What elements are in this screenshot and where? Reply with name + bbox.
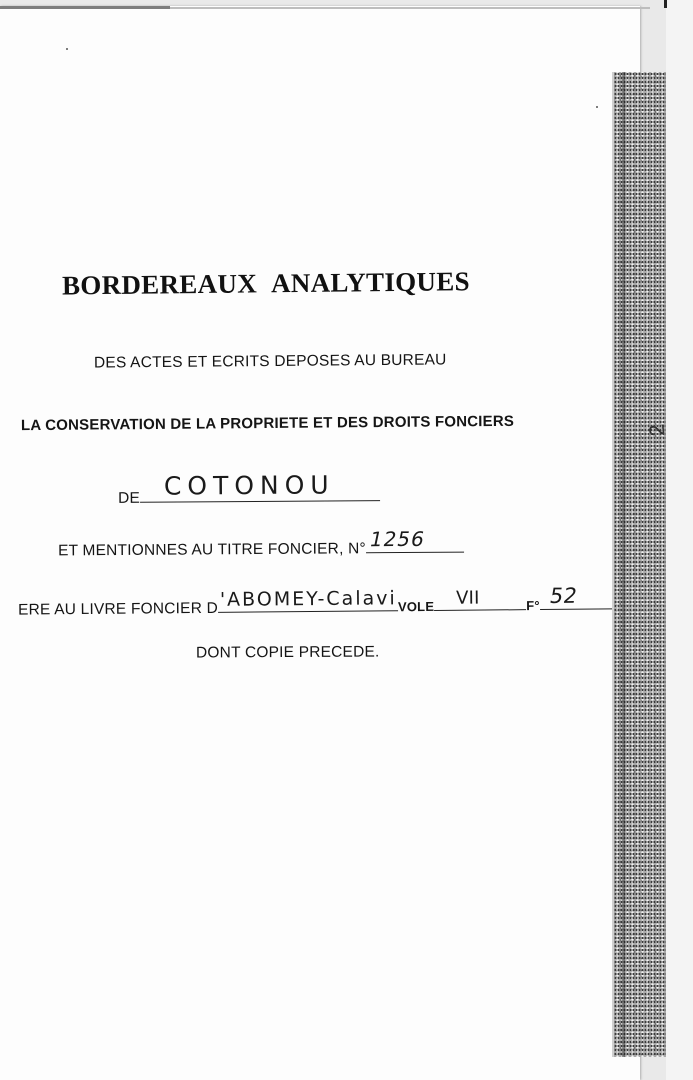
right-margin [666, 0, 693, 1080]
city-field [140, 470, 380, 503]
handwritten-city: COTONOU [163, 470, 335, 501]
folio-field [540, 583, 612, 610]
de-label: DE [117, 489, 141, 507]
livre-foncier-label: ERE AU LIVRE FONCIER D [17, 599, 219, 619]
handwritten-livre-place: 'ABOMEY-Calavi [219, 587, 397, 611]
handwritten-volume: VII [455, 587, 480, 609]
handwritten-titre-number: 1256 [367, 526, 428, 552]
line-conservation: LA CONSERVATION DE LA PROPRIETE ET DES DROITS FONCIERS [20, 412, 515, 435]
corner-mark [664, 0, 667, 8]
handwritten-folio: 52 [547, 583, 579, 608]
line-actes: DES ACTES ET ECRITS DEPOSES AU BUREAU [93, 351, 447, 372]
livre-place-field [218, 588, 398, 613]
scanned-edge-strip [612, 72, 669, 1057]
document-page [0, 6, 640, 1080]
volume-field [434, 587, 526, 611]
page-top-border [0, 6, 170, 9]
line-titre-foncier [57, 526, 464, 561]
paper-speck [596, 106, 598, 108]
titre-number-field [366, 526, 464, 554]
paper-speck [66, 48, 68, 50]
document-title [62, 266, 532, 302]
title-word-2: ANALYTIQUES [270, 266, 471, 299]
handwritten-page-number: 2 [645, 422, 672, 438]
line-dont-copie: DONT COPIE PRECEDE. [195, 643, 380, 662]
title-word-1: BORDEREAUX [61, 268, 258, 301]
folio-label: F° [526, 598, 540, 614]
line-livre-foncier [17, 583, 612, 619]
titre-foncier-label: ET MENTIONNES AU TITRE FONCIER, N° [57, 540, 366, 560]
line-de [117, 470, 380, 508]
page-top-border-light [170, 7, 650, 9]
vol-label: VOLE [397, 598, 435, 615]
